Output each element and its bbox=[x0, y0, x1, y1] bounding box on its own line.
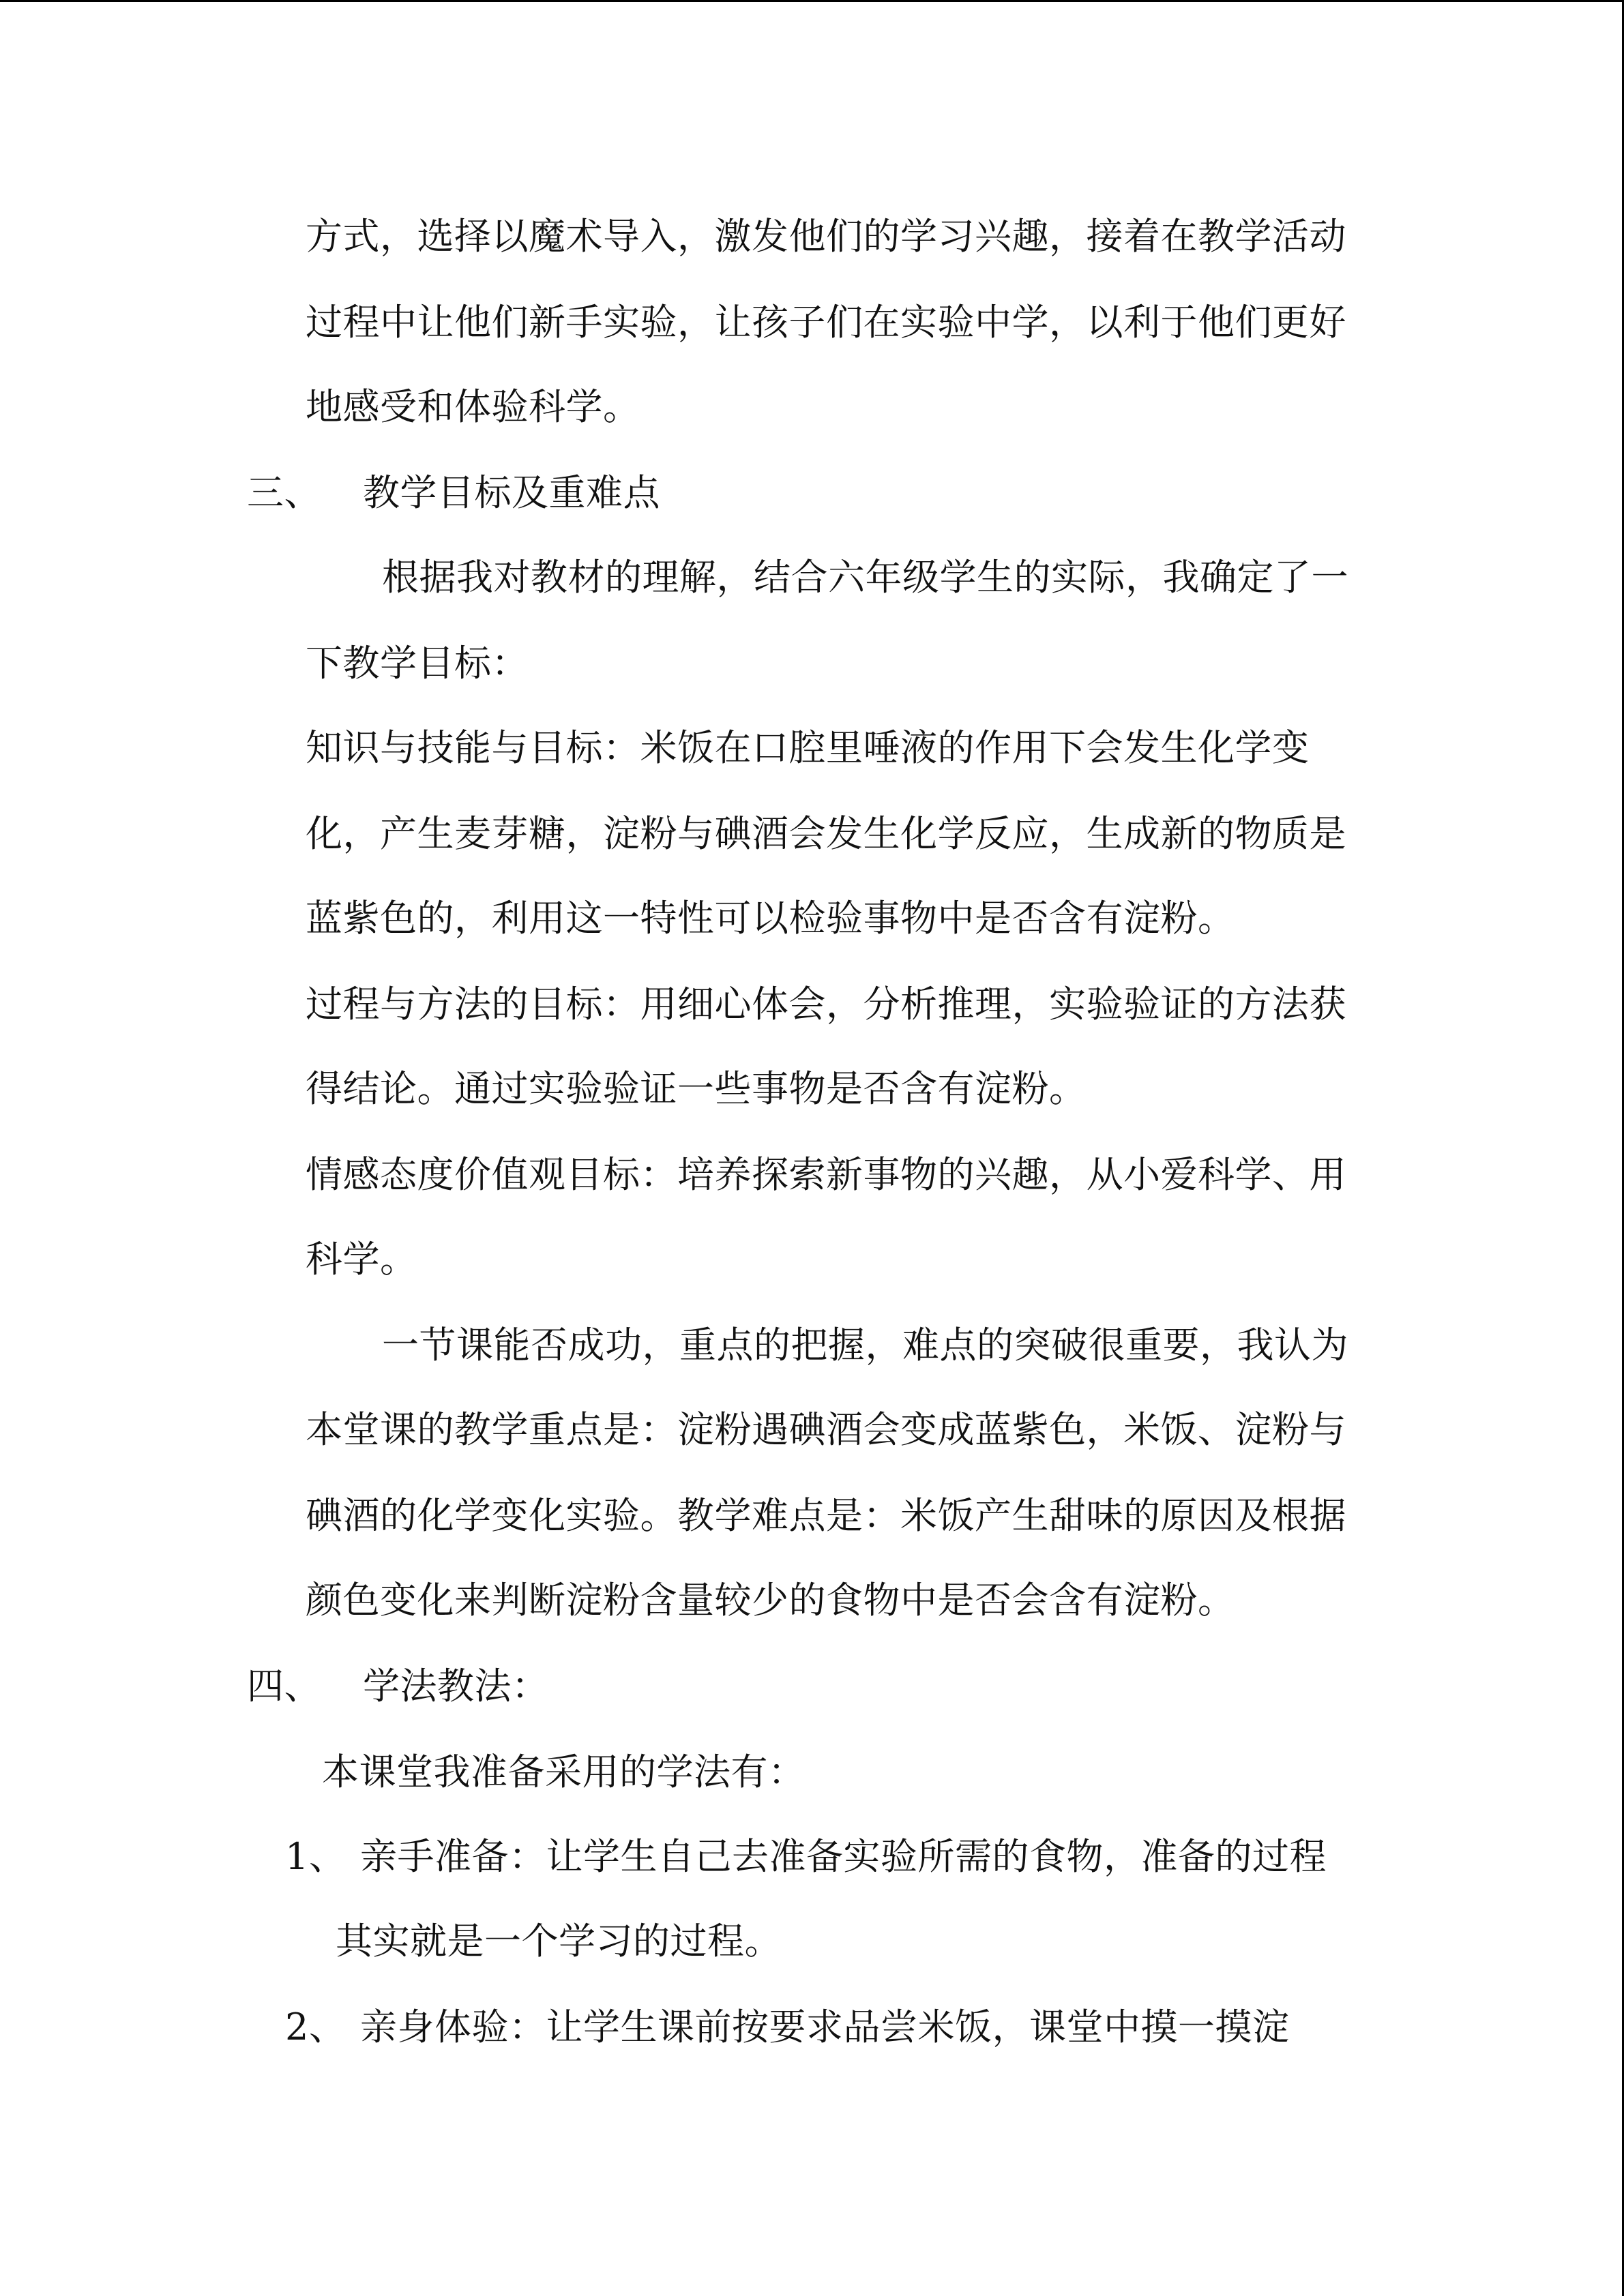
paragraph-line: 过程中让他们新手实验，让孩子们在实验中学，以利于他们更好 bbox=[306, 301, 1346, 344]
page-top-border bbox=[0, 0, 1624, 2]
list-number: 1、 bbox=[285, 1835, 346, 1878]
paragraph-line: 根据我对教材的理解，结合六年级学生的实际，我确定了一 bbox=[382, 556, 1348, 599]
list-item-text: 亲手准备：让学生自己去准备实验所需的食物，准备的过程 bbox=[360, 1835, 1327, 1878]
paragraph-line: 过程与方法的目标：用细心体会，分析推理，实验验证的方法获 bbox=[306, 983, 1346, 1026]
paragraph-line: 蓝紫色的，利用这一特性可以检验事物中是否含有淀粉。 bbox=[306, 897, 1235, 940]
section-title: 学法教法： bbox=[363, 1665, 549, 1708]
section-title: 教学目标及重难点 bbox=[363, 471, 660, 514]
section-heading-4 bbox=[247, 1665, 549, 1708]
list-item-2 bbox=[285, 2006, 1290, 2048]
list-item-1 bbox=[285, 1836, 1327, 1878]
paragraph-line: 本堂课的教学重点是：淀粉遇碘酒会变成蓝紫色，米饭、淀粉与 bbox=[306, 1408, 1346, 1451]
paragraph-line: 化，产生麦芽糖，淀粉与碘酒会发生化学反应，生成新的物质是 bbox=[306, 812, 1346, 855]
list-number: 2、 bbox=[285, 2006, 346, 2048]
paragraph-line: 情感态度价值观目标：培养探索新事物的兴趣，从小爱科学、用 bbox=[306, 1153, 1346, 1196]
paragraph-line: 下教学目标： bbox=[306, 642, 529, 685]
section-number: 四、 bbox=[247, 1665, 321, 1708]
paragraph-line: 方式，选择以魔术导入，激发他们的学习兴趣，接着在教学活动 bbox=[306, 215, 1346, 258]
paragraph-line: 知识与技能与目标：米饭在口腔里唾液的作用下会发生化学变 bbox=[306, 726, 1310, 769]
section-number: 三、 bbox=[247, 471, 321, 514]
paragraph-line: 颜色变化来判断淀粉含量较少的食物中是否会含有淀粉。 bbox=[306, 1579, 1235, 1622]
paragraph-line: 本课堂我准备采用的学法有： bbox=[322, 1750, 806, 1793]
section-heading-3 bbox=[247, 472, 660, 514]
paragraph-line: 得结论。通过实验验证一些事物是否含有淀粉。 bbox=[306, 1067, 1087, 1110]
paragraph-line: 碘酒的化学变化实验。教学难点是：米饭产生甜味的原因及根据 bbox=[306, 1494, 1346, 1537]
paragraph-line: 科学。 bbox=[306, 1238, 417, 1281]
paragraph-line: 一节课能否成功，重点的把握，难点的突破很重要，我认为 bbox=[382, 1324, 1348, 1367]
paragraph-line: 其实就是一个学习的过程。 bbox=[336, 1920, 782, 1963]
paragraph-line: 地感受和体验科学。 bbox=[306, 385, 640, 428]
list-item-text: 亲身体验：让学生课前按要求品尝米饭，课堂中摸一摸淀 bbox=[360, 2006, 1290, 2048]
